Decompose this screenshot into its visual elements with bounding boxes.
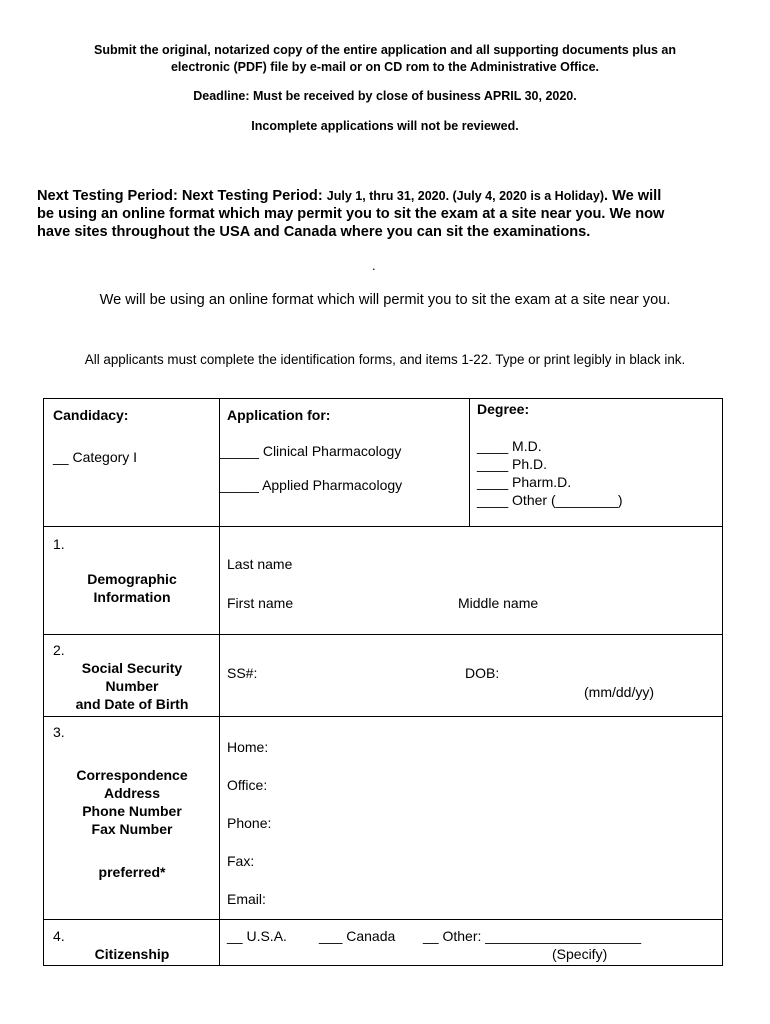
ssn-label-line-2: Number [105,678,159,694]
ssn-dob-label [44,659,220,713]
office-address-field[interactable]: Office: [227,777,268,793]
degree-title: Degree: [477,401,530,417]
citizenship-usa-option[interactable]: __ U.S.A. [227,928,287,944]
submission-line-1: Submit the original, notarized copy of the entire application and all supporting documents plus an [94,43,676,57]
applied-pharmacology-option[interactable] [220,477,402,493]
correspondence-label-line-4: Fax Number [91,821,173,837]
ssn-field[interactable]: SS#: [227,665,258,681]
last-name-field[interactable]: Last name [227,556,293,572]
citizenship-canada-option[interactable]: ___ Canada [319,928,396,944]
candidacy-category-option[interactable]: __ Category I [53,449,138,465]
home-address-field[interactable]: Home: [227,739,269,755]
clinical-label: Clinical Pharmacology [262,443,402,459]
online-format-note: We will be using an online format which will permit you to sit the exam at a site near you. [99,292,671,308]
demographic-label-line-1: Demographic [87,571,177,587]
next-testing-rest: . We will [603,188,662,204]
degree-options [477,437,623,509]
row-divider-4 [44,919,722,920]
row-divider-3 [44,716,722,717]
form-instructions: All applicants must complete the identification forms, and items 1-22. Type or print legibly in black ink. [84,352,686,367]
applied-blank: _____ [220,477,259,493]
submission-line-2: electronic (PDF) file by e-mail or on CD rom to the Administrative Office. [170,60,600,74]
clinical-blank: _____ [220,443,259,459]
row-divider-2 [44,634,722,635]
section-3-number: 3. [53,724,65,740]
middle-name-field[interactable]: Middle name [458,595,539,611]
submission-instructions [40,42,730,76]
correspondence-label-line-2: Address [103,785,161,801]
ssn-label-line-3: and Date of Birth [75,696,189,712]
email-field[interactable]: Email: [227,891,266,907]
specify-hint: (Specify) [552,946,608,962]
demographic-label-line-2: Information [93,589,171,605]
next-testing-period [37,187,737,241]
section-1-number: 1. [53,536,65,552]
next-testing-dates: July 1, thru 31, 2020. (July 4, 2020 is a Holiday) [326,189,604,203]
correspondence-label [44,766,220,838]
section-2-number: 2. [53,642,65,658]
demographic-label [44,570,220,606]
next-testing-line-3: have sites throughout the USA and Canada where you can sit the examinations. [37,224,591,240]
clinical-pharmacology-option[interactable] [220,443,401,459]
degree-option-other[interactable]: ____ Other (________) [477,492,623,508]
application-title: Application for: [227,407,331,423]
phone-field[interactable]: Phone: [227,815,272,831]
degree-option-md[interactable]: ____ M.D. [477,438,542,454]
correspondence-label-line-1: Correspondence [76,767,188,783]
degree-option-phd[interactable]: ____ Ph.D. [477,456,548,472]
correspondence-label-line-3: Phone Number [82,803,182,819]
citizenship-label: Citizenship [94,946,170,962]
degree-divider [469,399,470,527]
ssn-label-line-1: Social Security [81,660,183,676]
applied-label: Applied Pharmacology [262,477,403,493]
next-testing-line-2: be using an online format which may permit you to sit the exam at a site near you. We now [37,206,665,222]
section-4-number: 4. [53,928,65,944]
first-name-field[interactable]: First name [227,595,294,611]
preferred-label: preferred* [98,864,166,880]
fax-field[interactable]: Fax: [227,853,255,869]
dob-field[interactable]: DOB: [465,665,500,681]
next-testing-lead: Next Testing Period: Next Testing Period: [37,188,327,204]
deadline-notice: Deadline: Must be received by close of business APRIL 30, 2020. [193,89,577,103]
degree-option-pharmd[interactable]: ____ Pharm.D. [477,474,572,490]
row-divider-1 [44,526,722,527]
separator-dot: . [372,258,376,273]
dob-format-hint: (mm/dd/yy) [584,684,654,700]
candidacy-title: Candidacy: [53,407,129,423]
incomplete-notice: Incomplete applications will not be reviewed. [251,119,519,133]
citizenship-other-option[interactable]: __ Other: ____________________ [423,928,641,944]
identification-form [43,398,723,966]
